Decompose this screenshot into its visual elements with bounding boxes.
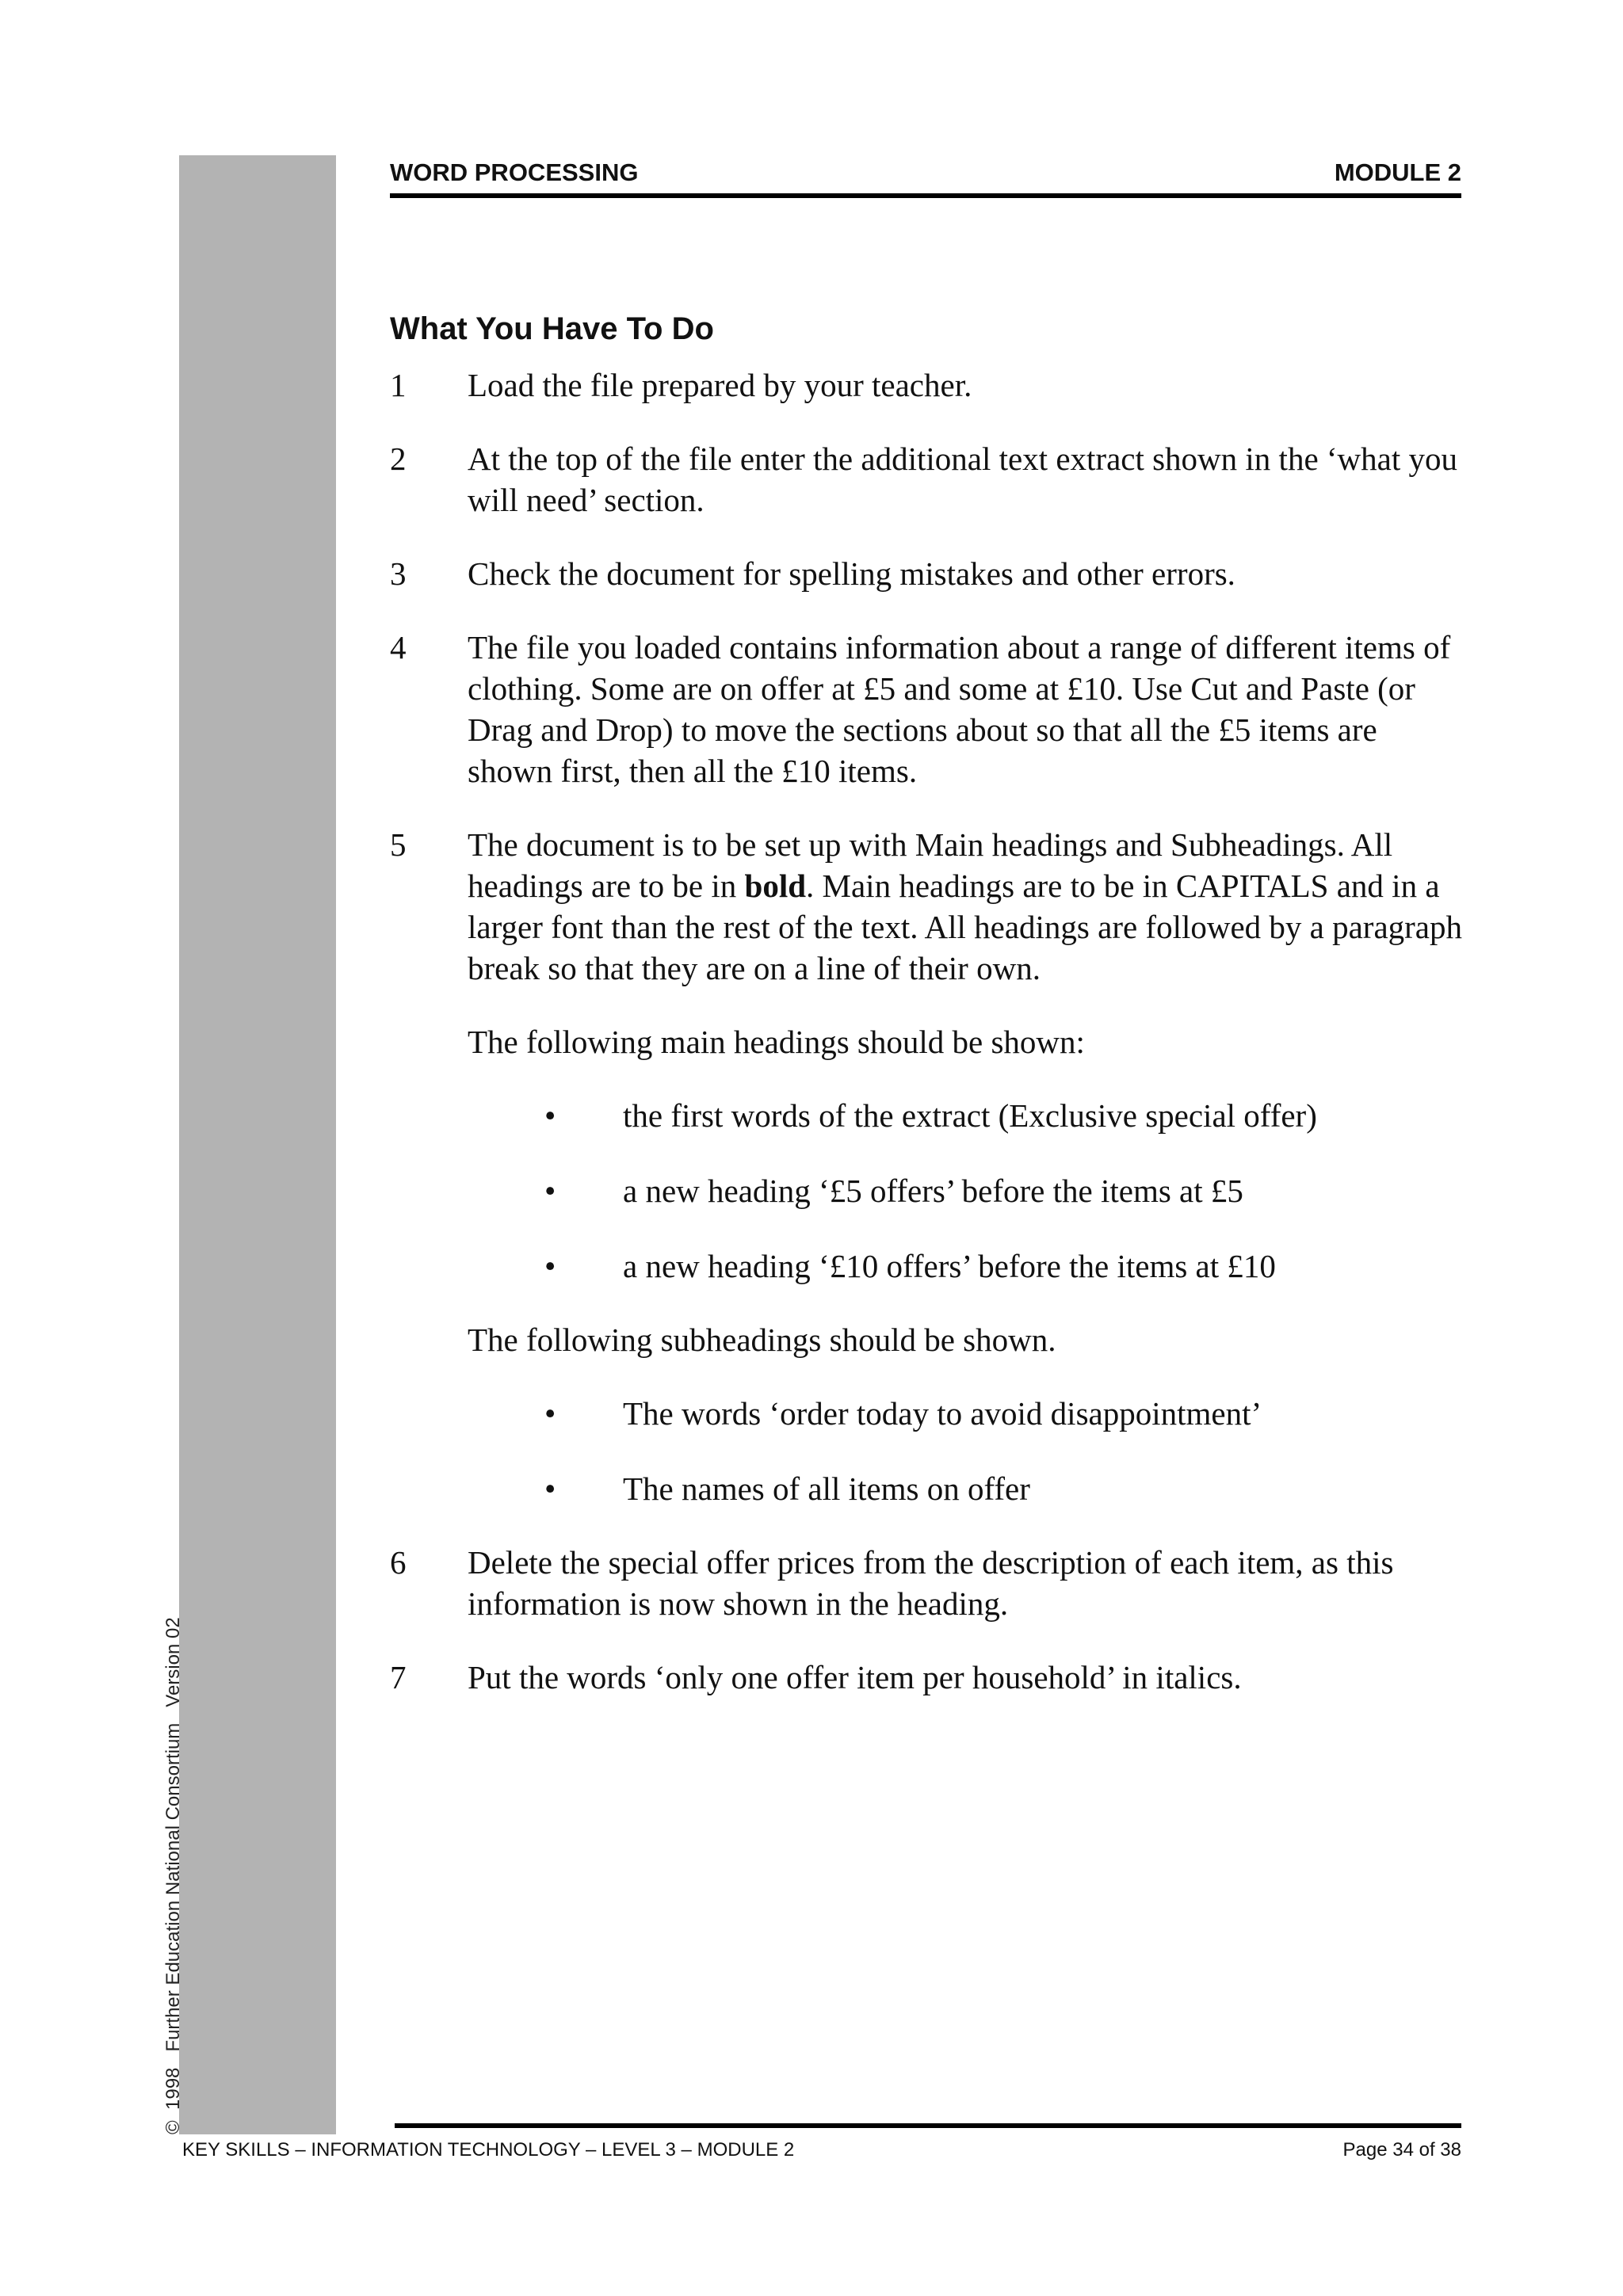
step-4 bbox=[390, 627, 1468, 791]
section-title: What You Have To Do bbox=[390, 311, 714, 346]
step-number: 1 bbox=[390, 367, 407, 403]
list-item bbox=[390, 1170, 1468, 1211]
list-item-text: the first words of the extract (Exclusive special offer) bbox=[623, 1097, 1317, 1134]
list-item bbox=[390, 1095, 1468, 1136]
list-item bbox=[390, 1393, 1468, 1434]
main-headings-intro: The following main headings should be shown: bbox=[468, 1024, 1085, 1060]
footer-rule bbox=[395, 2123, 1461, 2128]
step-number: 6 bbox=[390, 1544, 407, 1581]
step-text: The document is to be set up with Main headings and Subheadings. All headings are to be in bbox=[468, 826, 1393, 904]
step-number: 3 bbox=[390, 555, 407, 592]
list-item-text: a new heading ‘£10 offers’ before the items at £10 bbox=[623, 1248, 1276, 1284]
step-text: Load the file prepared by your teacher. bbox=[468, 367, 972, 403]
step-text: The file you loaded contains information about a range of different items of clothing. Some are on offer at £5 and some at £10. Use Cut and Paste (or Drag and Drop) to move the sections about so that all the £5 items are shown first, then all the £10 items. bbox=[468, 629, 1451, 789]
bullet-icon: • bbox=[544, 1097, 556, 1134]
list-item-text: a new heading ‘£5 offers’ before the items at £5 bbox=[623, 1173, 1243, 1209]
page-number: Page 34 of 38 bbox=[1342, 2139, 1461, 2161]
list-item-text: The words ‘order today to avoid disappointment’ bbox=[623, 1395, 1262, 1432]
bold-word: bold bbox=[744, 868, 807, 904]
step-6 bbox=[390, 1542, 1468, 1624]
subheadings-intro: The following subheadings should be shown. bbox=[468, 1322, 1056, 1358]
step-number: 2 bbox=[390, 441, 407, 477]
step-text-cont: . Main headings are to be in CAPITALS and in a larger font than the rest of the text. All headings are followed by a paragraph break so that they are on a line of their own. bbox=[468, 868, 1463, 986]
bullet-icon: • bbox=[544, 1173, 556, 1209]
main-headings-list bbox=[390, 1095, 1468, 1287]
bullet-icon: • bbox=[544, 1248, 556, 1284]
sidebar-band bbox=[179, 155, 336, 2134]
step-5 bbox=[390, 824, 1468, 989]
list-item bbox=[390, 1468, 1468, 1509]
list-item-text: The names of all items on offer bbox=[623, 1470, 1030, 1507]
step-text: Delete the special offer prices from the description of each item, as this information is now shown in the heading. bbox=[468, 1544, 1394, 1622]
step-number: 5 bbox=[390, 826, 407, 863]
copyright-notice: © 1998 Further Education National Consortium Version 02 bbox=[162, 1617, 184, 2134]
step-1 bbox=[390, 364, 1468, 406]
step-2 bbox=[390, 438, 1468, 521]
step-3 bbox=[390, 553, 1468, 594]
step-text: At the top of the file enter the additional text extract shown in the ‘what you will need’ section. bbox=[468, 441, 1457, 518]
step-text: Put the words ‘only one offer item per household’ in italics. bbox=[468, 1659, 1242, 1695]
bullet-icon: • bbox=[544, 1470, 556, 1507]
header-module: MODULE 2 bbox=[1334, 158, 1461, 186]
footer-course: KEY SKILLS – INFORMATION TECHNOLOGY – LEVEL 3 – MODULE 2 bbox=[182, 2139, 795, 2161]
step-7 bbox=[390, 1657, 1468, 1698]
header-title: WORD PROCESSING bbox=[390, 158, 639, 186]
header-rule bbox=[390, 193, 1461, 198]
step-number: 7 bbox=[390, 1659, 407, 1695]
step-number: 4 bbox=[390, 629, 407, 666]
list-item bbox=[390, 1245, 1468, 1287]
step-text: Check the document for spelling mistakes and other errors. bbox=[468, 555, 1235, 592]
subheadings-list bbox=[390, 1393, 1468, 1509]
bullet-icon: • bbox=[544, 1395, 556, 1432]
instructions bbox=[390, 364, 1468, 1730]
